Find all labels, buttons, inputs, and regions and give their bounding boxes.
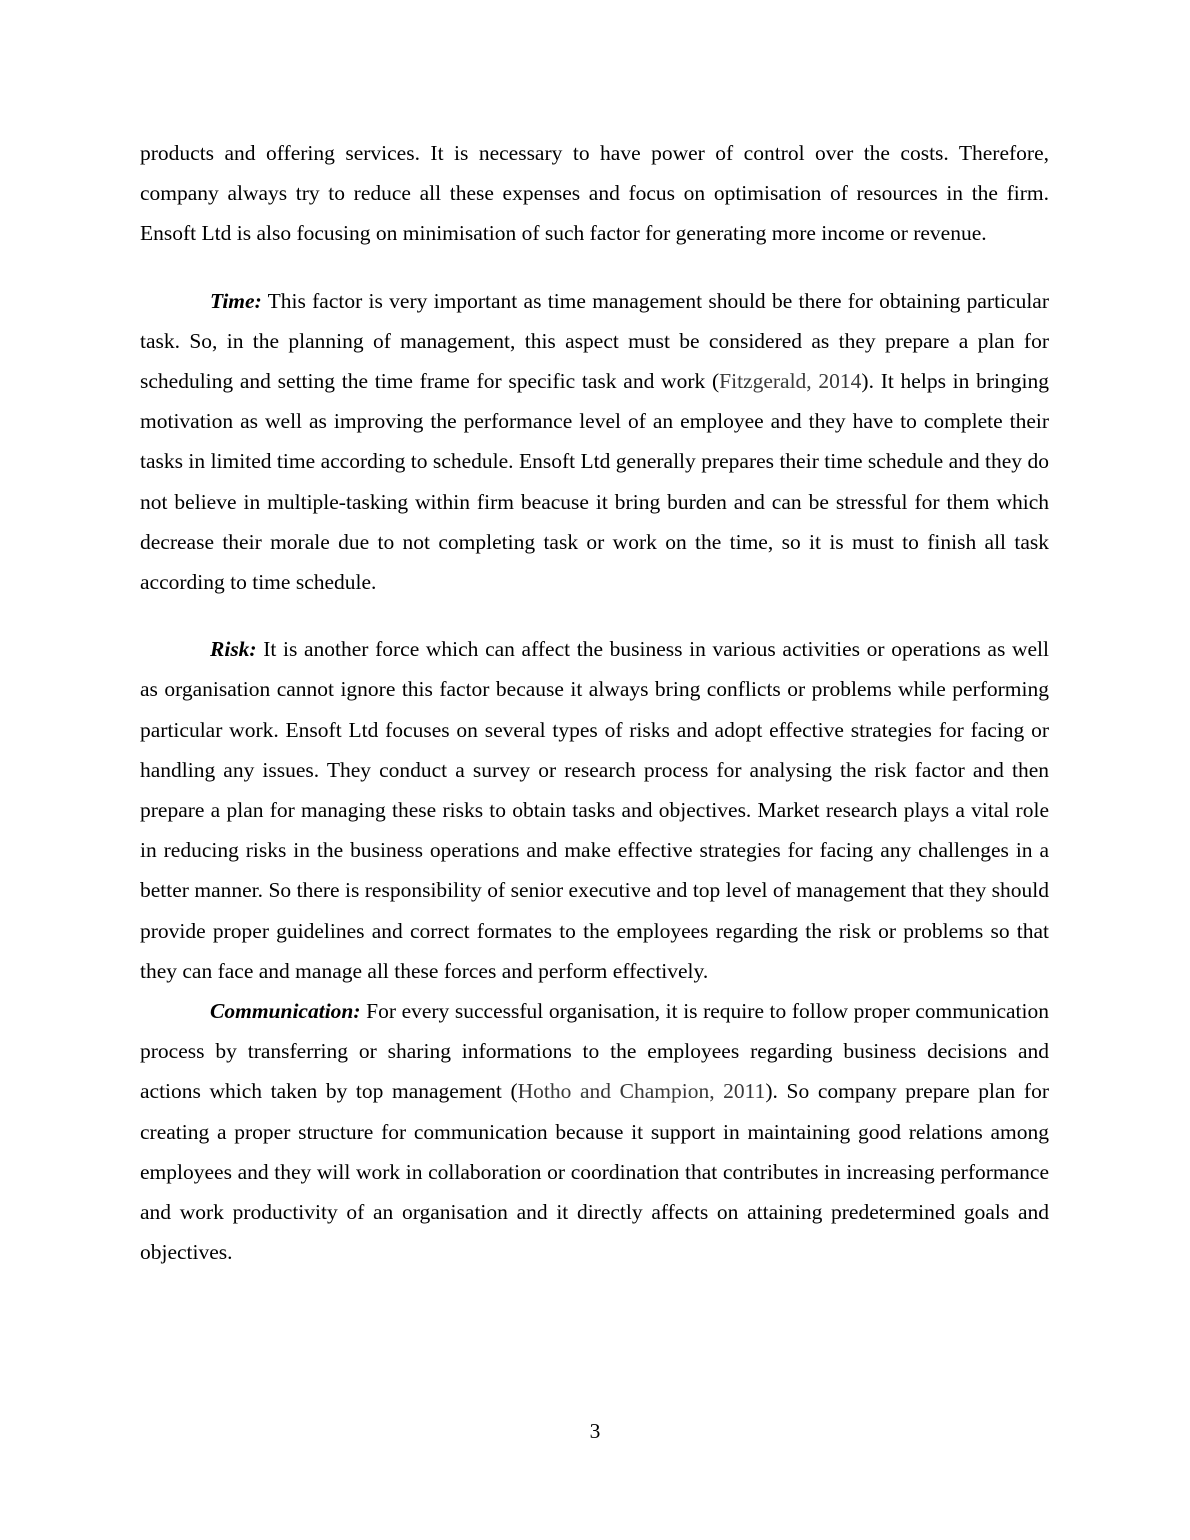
document-body bbox=[140, 133, 1049, 1272]
paragraph-risk-text: It is another force which can affect the business in various activities or operations as well as organisation cannot ignore this factor because it always bring conflicts or problems while performing particular work. Ensoft Ltd focuses on several types of risks and adopt effective strategies for facing or handling any issues. They conduct a survey or research process for analysing the risk factor and then prepare a plan for managing these risks to obtain tasks and objectives. Market research plays a vital role in reducing risks in the business operations and make effective strategies for facing any challenges in a better manner. So there is responsibility of senior executive and top level of management that they should provide proper guidelines and correct formates to the employees regarding the risk or problems so that they can face and manage all these forces and perform effectively. bbox=[140, 637, 1049, 983]
term-communication: Communication: bbox=[210, 999, 361, 1024]
paragraph-time bbox=[140, 281, 1049, 603]
page-number: 3 bbox=[589, 1419, 601, 1443]
paragraph-communication-text-before: For every successful organisation, it is require to follow proper communication process by transferring or sharing informations to the employees regarding business decisions and actions which taken by top management ( bbox=[140, 999, 1049, 1104]
paragraph-communication-text-after: ). So company prepare plan for creating a proper structure for communication because it support in maintaining good relations among employees and they will work in collaboration or coordination that contributes in increasing performance and work productivity of an organisation and it directly affects on attaining predetermined goals and objectives. bbox=[140, 1079, 1049, 1265]
paragraph-communication bbox=[140, 991, 1049, 1272]
term-time: Time: bbox=[210, 288, 262, 313]
paragraph-time-text-before: This factor is very important as time management should be there for obtaining particular task. So, in the planning of management, this aspect must be considered as they prepare a plan for scheduling and setting the time frame for specific task and work ( bbox=[140, 288, 1049, 394]
paragraph-time-text-after: ). It helps in bringing motivation as well as improving the performance level of an employee and they have to complete their tasks in limited time according to schedule. Ensoft Ltd generally prepares their time schedule and they do not believe in multiple-tasking within firm beacuse it bring burden and can be stressful for them which decrease their morale due to not completing task or work on the time, so it is must to finish all task according to time schedule. bbox=[140, 369, 1049, 595]
term-risk: Risk: bbox=[210, 637, 257, 662]
paragraph-costs bbox=[140, 133, 1049, 254]
paragraph-risk bbox=[140, 629, 1049, 991]
citation-hotho-champion: Hotho and Champion, 2011 bbox=[517, 1079, 766, 1104]
paragraph-costs-text: products and offering services. It is necessary to have power of control over the costs. Therefore, company always try to reduce all these expenses and focus on optimisation of resources in the firm. Ensoft Ltd is also focusing on minimisation of such factor for generating more income or revenue. bbox=[140, 141, 1049, 246]
citation-fitzgerald: Fitzgerald, 2014 bbox=[719, 369, 862, 394]
